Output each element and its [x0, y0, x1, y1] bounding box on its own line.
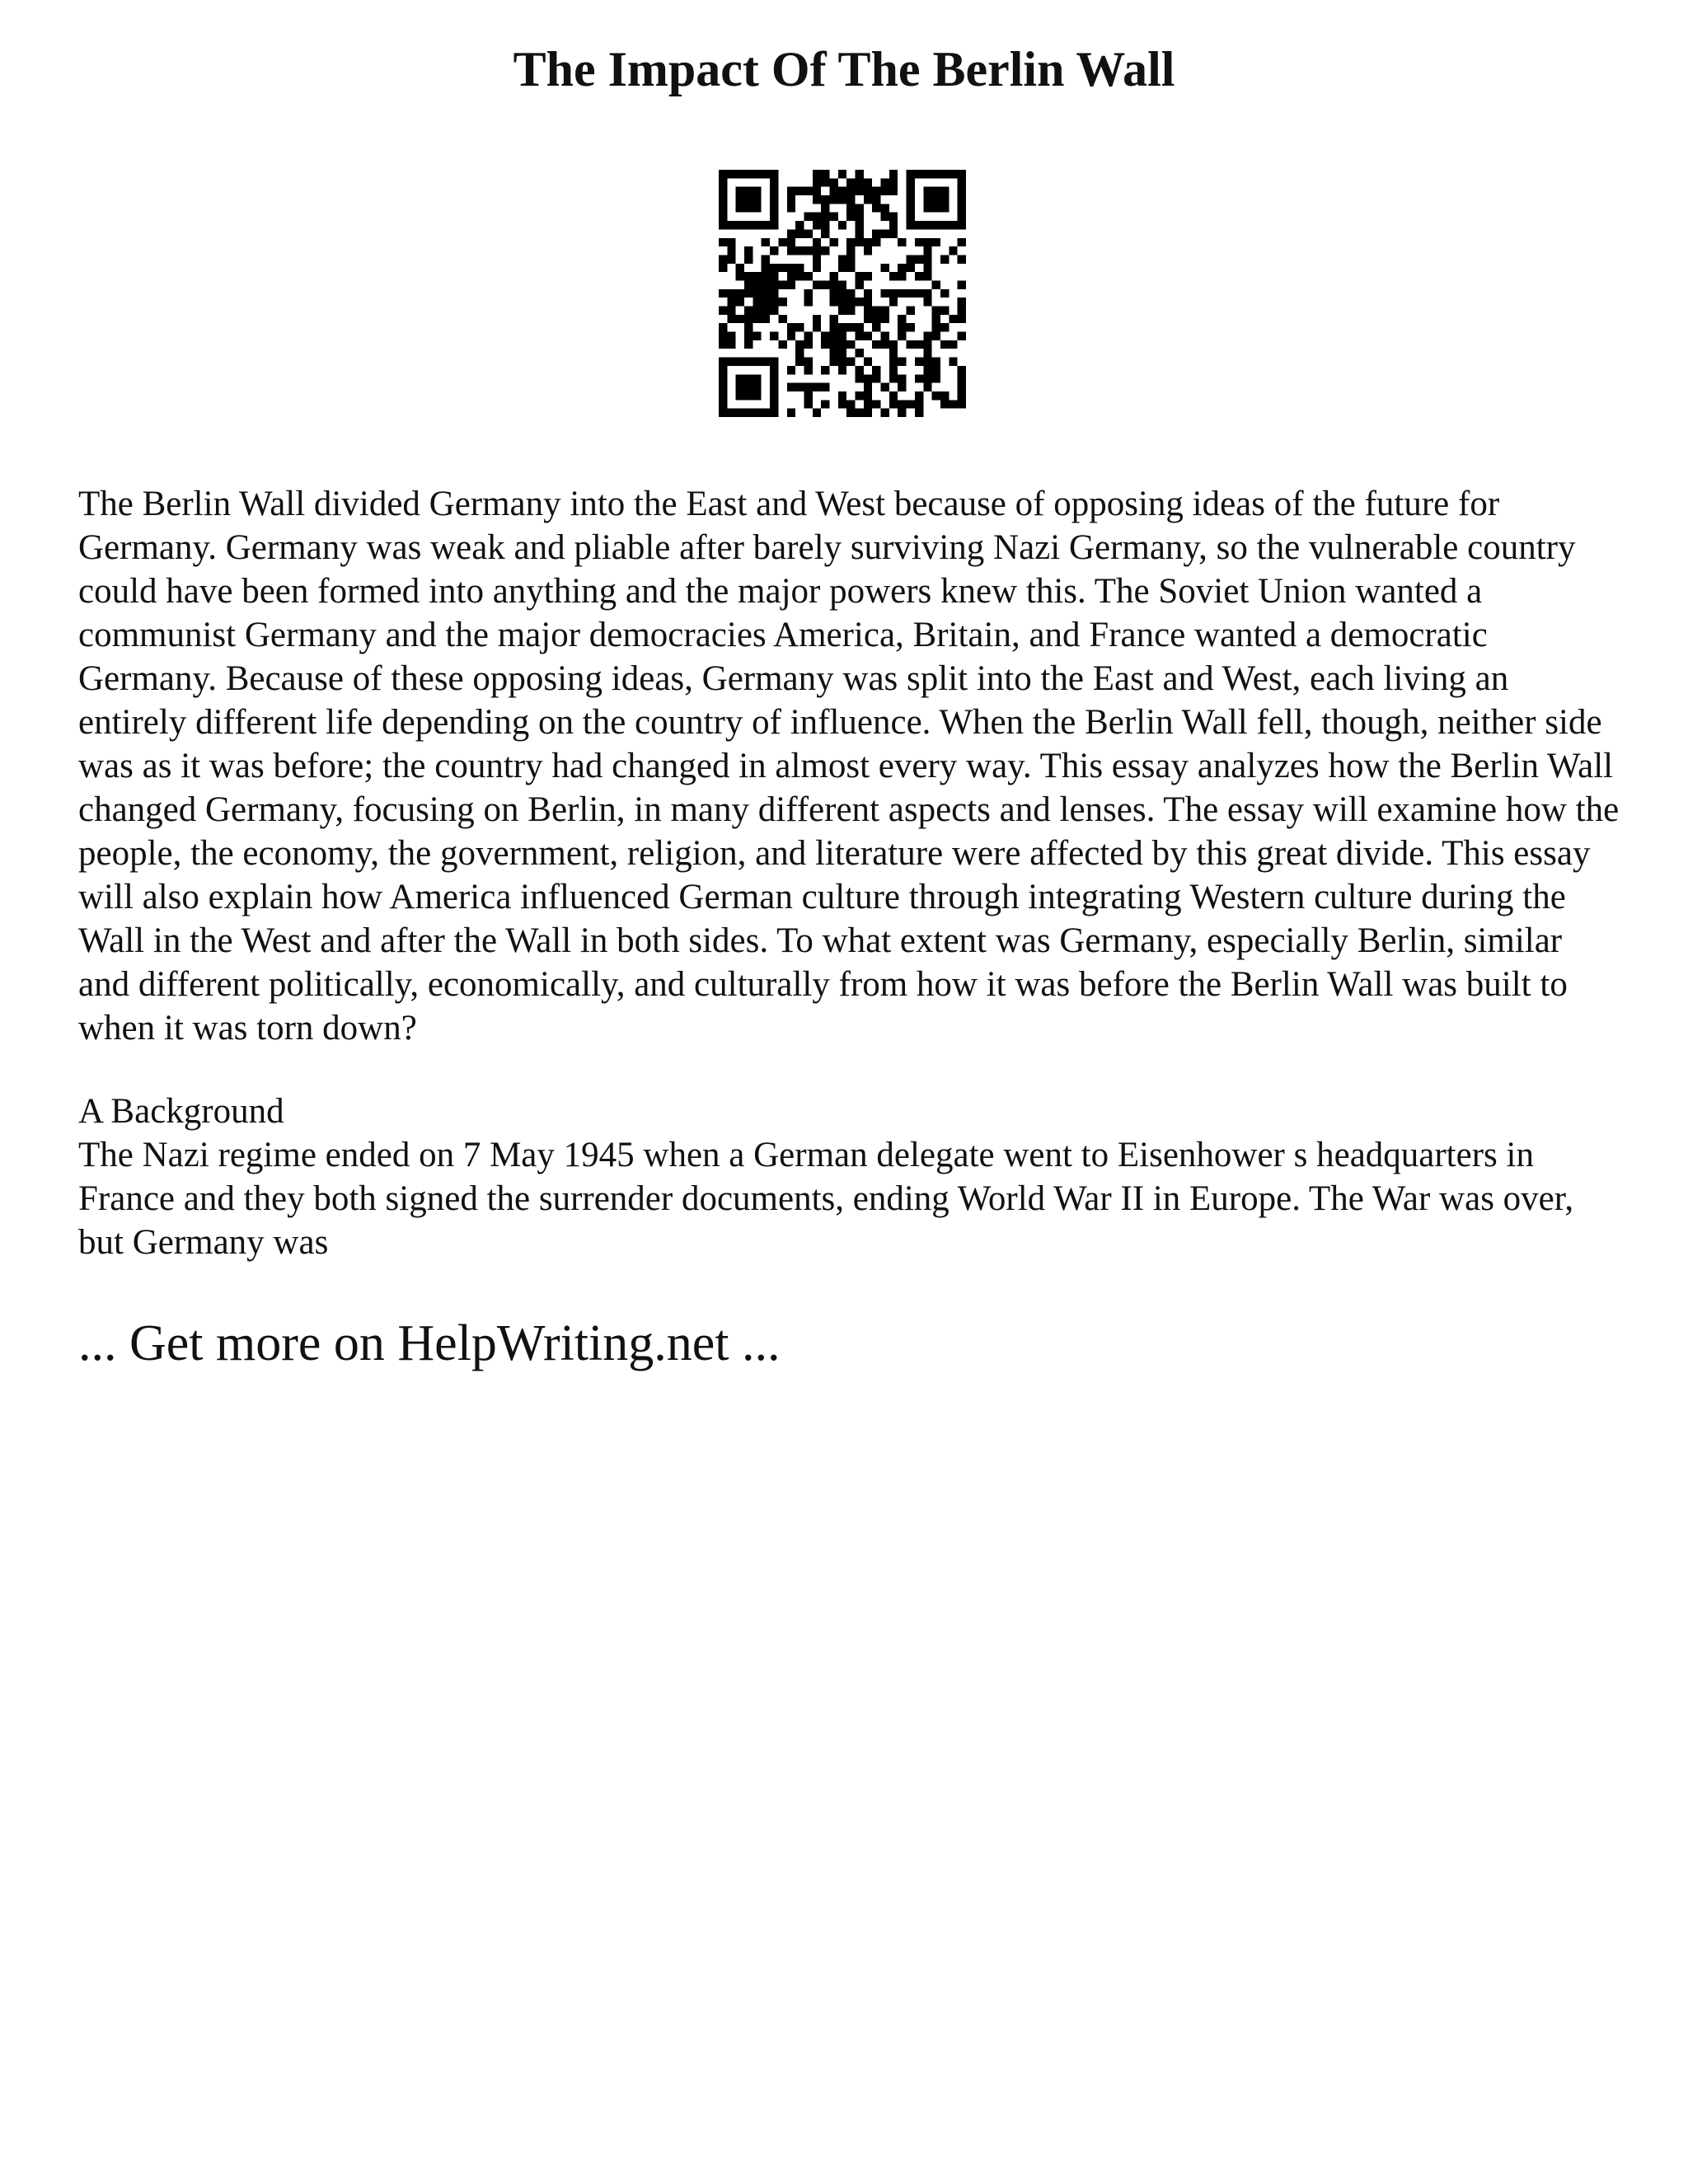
qr-code-icon — [719, 170, 966, 417]
document-title: The Impact Of The Berlin Wall — [513, 42, 1175, 96]
section-paragraph: The Nazi regime ended on 7 May 1945 when a German delegate went to Eisenhower s headquarters in France and they both signed the surrender documents, ending World War II in Europe. The War was over, but Germany was — [78, 1136, 1574, 1262]
section-heading: A Background — [78, 1092, 284, 1131]
intro-paragraph: The Berlin Wall divided Germany into the East and West because of opposing ideas of the future for Germany. Germany was weak and pliable after barely surviving Nazi Germany, so the vulnerable country could have been formed into anything and the major powers knew this. The Soviet Union wanted a communist Germany and the major democracies America, Britain, and France wanted a democratic Germany. Because of these opposing ideas, Germany was split into the East and West, each living an entirely different life depending on the country of influence. When the Berlin Wall fell, though, neither side was as it was before; the country had changed in almost every way. This essay analyzes how the Berlin Wall changed Germany, focusing on Berlin, in many different aspects and lenses. The essay will examine how the people, the economy, the government, religion, and literature were affected by this great divide. This essay will also explain how America influenced German culture through integrating Western culture during the Wall in the West and after the Wall in both sides. To what extent was Germany, especially Berlin, similar and different politically, economically, and culturally from how it was before the Berlin Wall was built to when it was torn down? — [78, 485, 1620, 1047]
get-more-link[interactable]: ... Get more on HelpWriting.net ... — [78, 1315, 781, 1371]
